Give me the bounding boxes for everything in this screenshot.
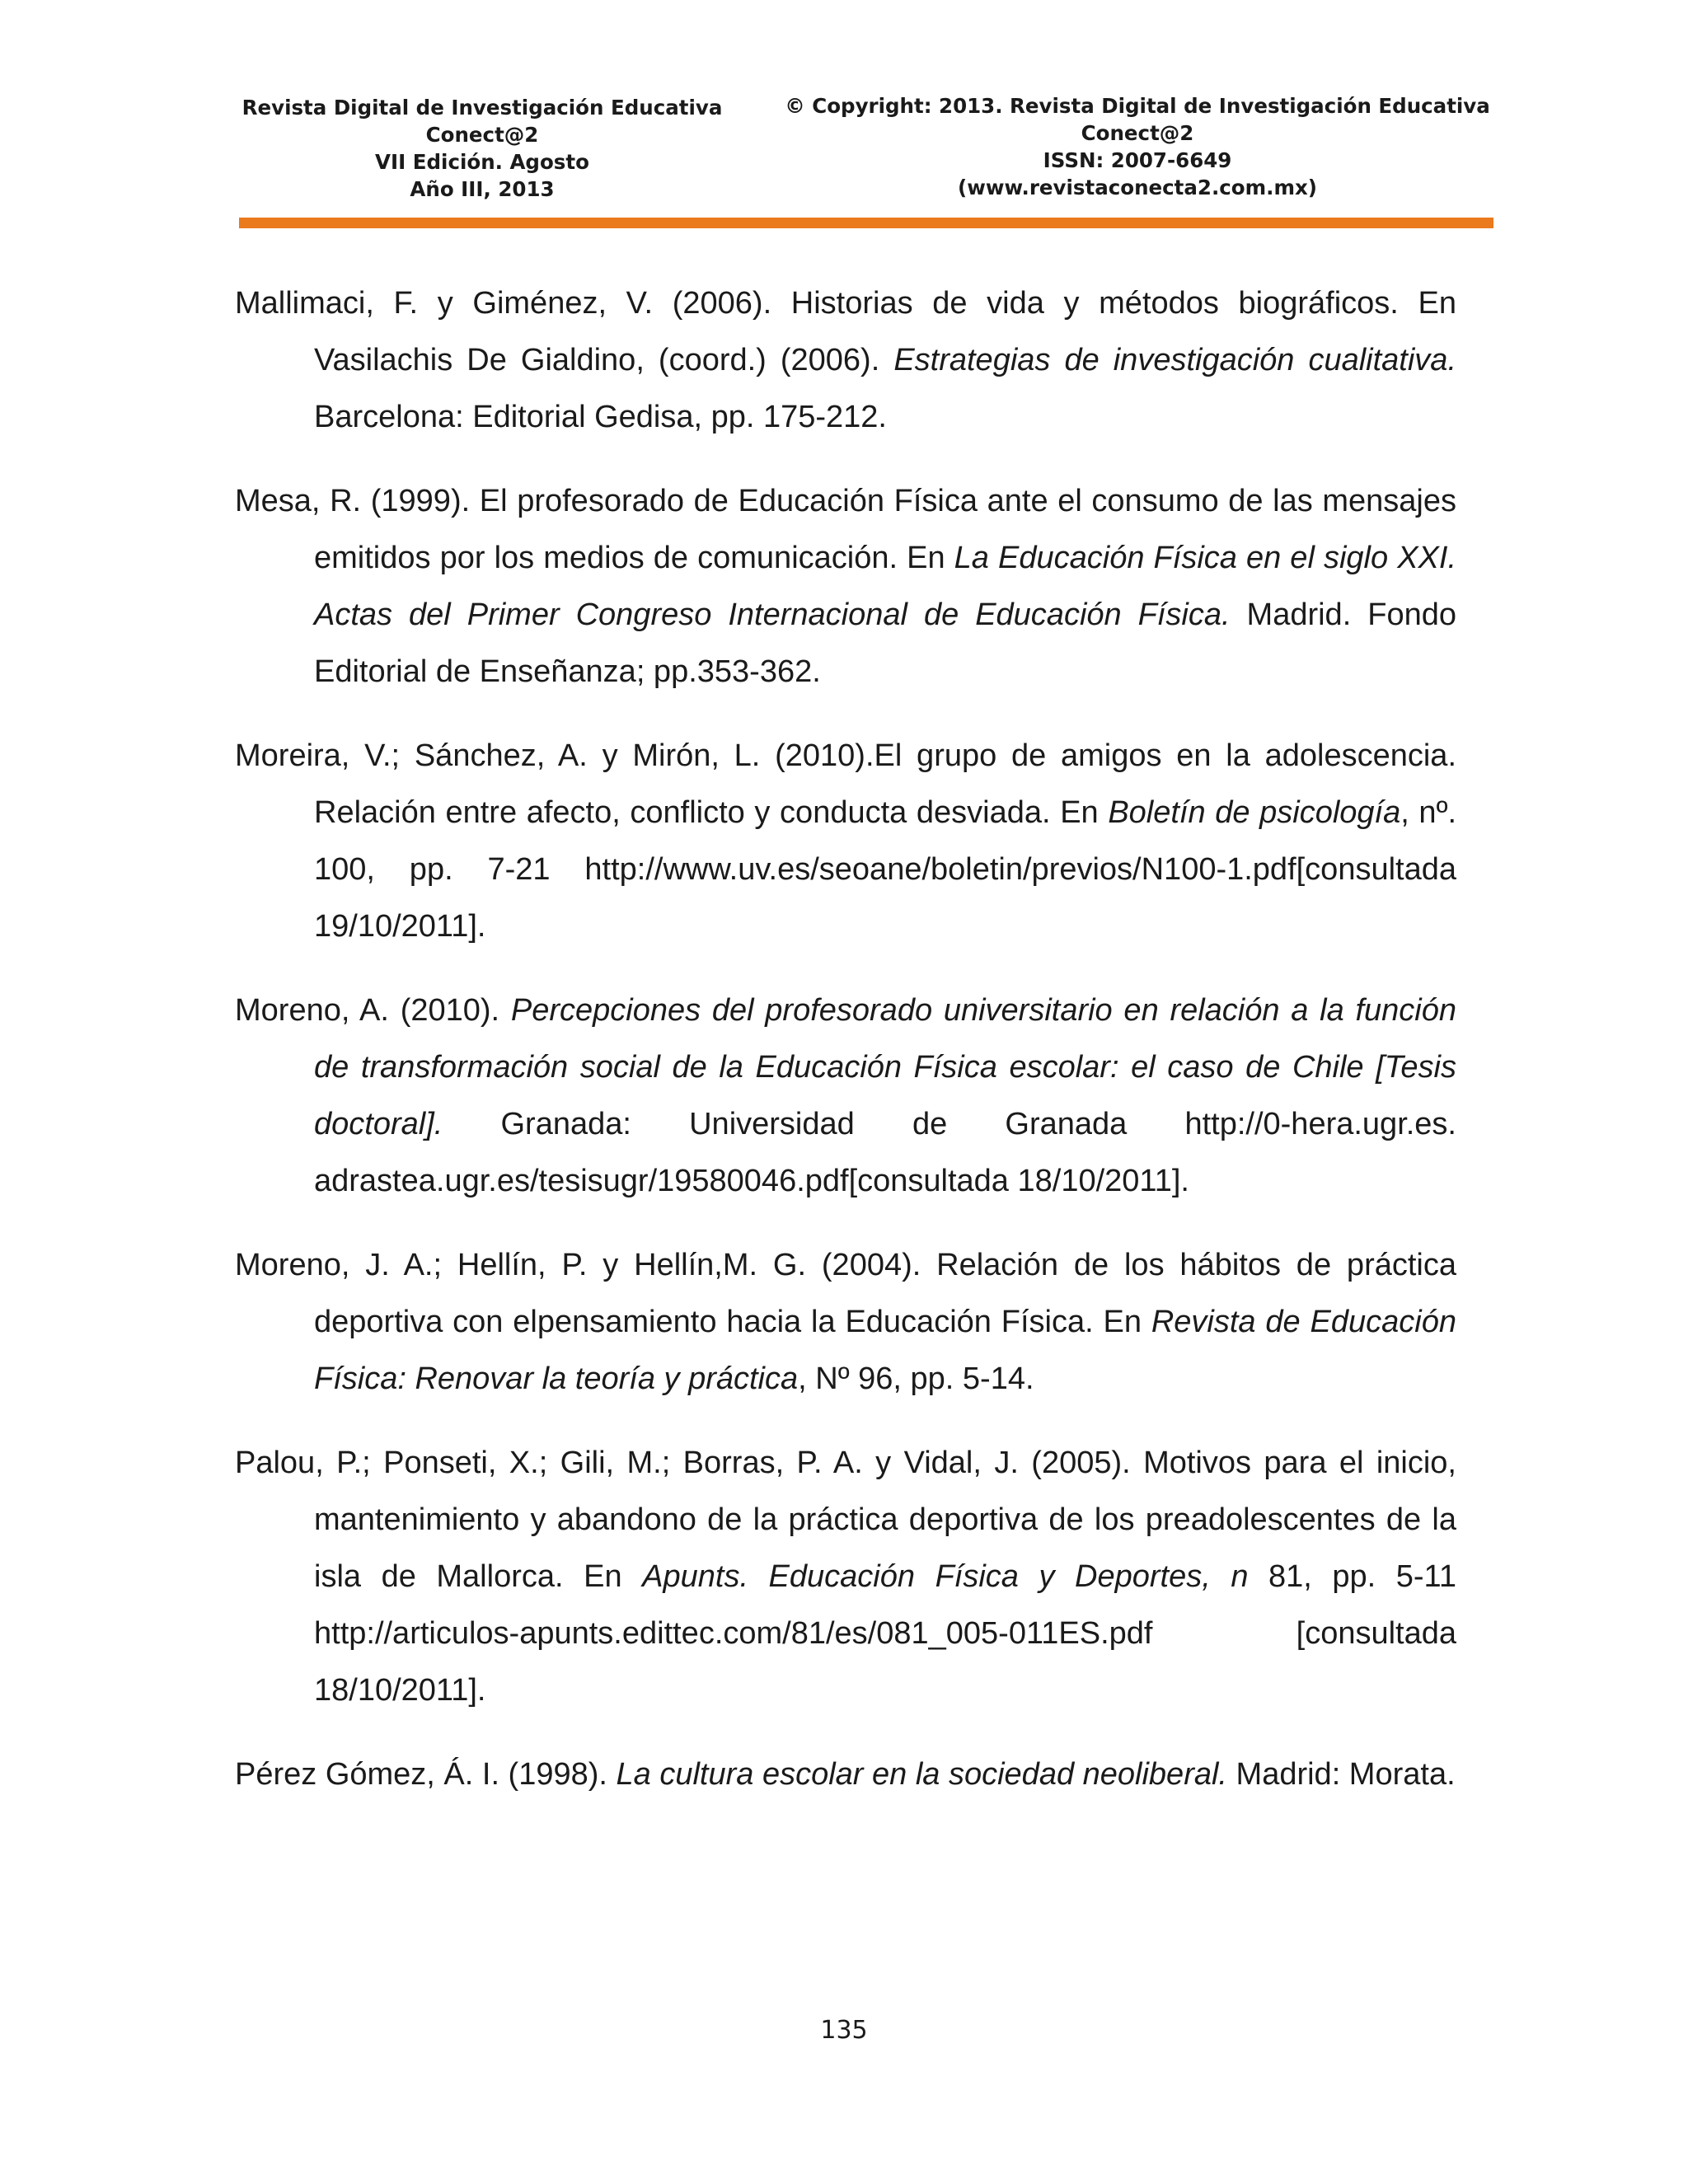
journal-year: Año III, 2013 — [410, 177, 555, 201]
reference-text: Madrid: Morata. — [1226, 1757, 1456, 1792]
reference-entry — [235, 1435, 1456, 1719]
reference-text: Mesa, R. (1999). El profesorado de Educación Física ante el consumo de las mensajes emitidos por los medios de comunicación. En — [235, 484, 1456, 575]
reference-text: Barcelona: Editorial Gedisa, pp. 175-212. — [314, 400, 887, 434]
reference-text: Moreira, V.; Sánchez, A. y Mirón, L. (2010).El grupo de amigos en la adolescencia. Relación entre afecto, conflicto y conducta desviada. En — [235, 738, 1456, 830]
reference-italic-title: La Educación Física en el siglo XXI. Actas del Primer Congreso Internacional de Educación Física. — [314, 541, 1456, 632]
copyright-line: © Copyright: 2013. Revista Digital de Investigación Educativa — [785, 94, 1490, 118]
journal-edition: VII Edición. Agosto — [375, 150, 589, 174]
copyright-journal: Conect@2 — [1081, 121, 1194, 145]
reference-text: , Nº 96, pp. 5-14. — [798, 1361, 1034, 1396]
reference-text: , nº. 100, pp. 7-21 http://www.uv.es/seoane/boletin/previos/N100-1.pdf[consultada 19/10/2011]. — [314, 795, 1456, 944]
reference-italic-title: Estrategias de investigación cualitativa. — [893, 343, 1456, 377]
reference-entry — [235, 1237, 1456, 1408]
reference-italic-title: Apunts. Educación Física y Deportes, n — [642, 1559, 1249, 1594]
reference-text: 81, pp. 5-11 http://articulos-apunts.edittec.com/81/es/081_005-011ES.pdf [consultada 18/10/2011]. — [314, 1559, 1456, 1708]
reference-list — [235, 275, 1456, 1830]
reference-text: Madrid. Fondo Editorial de Enseñanza; pp.353-362. — [314, 598, 1456, 689]
reference-entry — [235, 982, 1456, 1210]
page-number: 135 — [820, 2016, 868, 2045]
reference-italic-title: Percepciones del profesorado universitario en relación a la función de transformación social de la Educación Física escolar: el caso de Chile [Tesis doctoral]. — [314, 993, 1456, 1141]
journal-info — [239, 94, 725, 203]
reference-italic-title: Revista de Educación Física: Renovar la teoría y práctica — [314, 1305, 1456, 1396]
reference-text: Moreno, A. (2010). — [235, 993, 511, 1028]
reference-entry — [235, 728, 1456, 955]
reference-text: Mallimaci, F. y Giménez, V. (2006). Historias de vida y métodos biográficos. En Vasilachis De Gialdino, (coord.) (2006). — [235, 286, 1456, 377]
journal-short-name: Conect@2 — [425, 123, 539, 147]
page-header — [239, 91, 1492, 214]
reference-entry — [235, 473, 1456, 701]
journal-website: (www.revistaconecta2.com.mx) — [958, 176, 1317, 199]
copyright-info — [783, 92, 1492, 201]
journal-title: Revista Digital de Investigación Educativa — [241, 96, 723, 120]
reference-entry — [235, 275, 1456, 446]
reference-italic-title: La cultura escolar en la sociedad neoliberal. — [616, 1757, 1227, 1792]
header-divider — [239, 218, 1493, 228]
reference-text: Pérez Gómez, Á. I. (1998). — [235, 1757, 617, 1792]
issn: ISSN: 2007-6649 — [1043, 148, 1232, 172]
reference-italic-title: Boletín de psicología — [1108, 795, 1401, 830]
reference-text: Moreno, J. A.; Hellín, P. y Hellín,M. G. (2004). Relación de los hábitos de práctica deportiva con elpensamiento hacia la Educación Física. En — [235, 1248, 1456, 1339]
reference-text: Granada: Universidad de Granada http://0-hera.ugr.es. adrastea.ugr.es/tesisugr/19580046.pdf[consultada 18/10/2011]. — [314, 1107, 1456, 1198]
reference-entry — [235, 1746, 1456, 1803]
reference-text: Palou, P.; Ponseti, X.; Gili, M.; Borras, P. A. y Vidal, J. (2005). Motivos para el inicio, mantenimiento y abandono de la práctica deportiva de los preadolescentes de la isla de Mallorca. En — [235, 1446, 1456, 1594]
